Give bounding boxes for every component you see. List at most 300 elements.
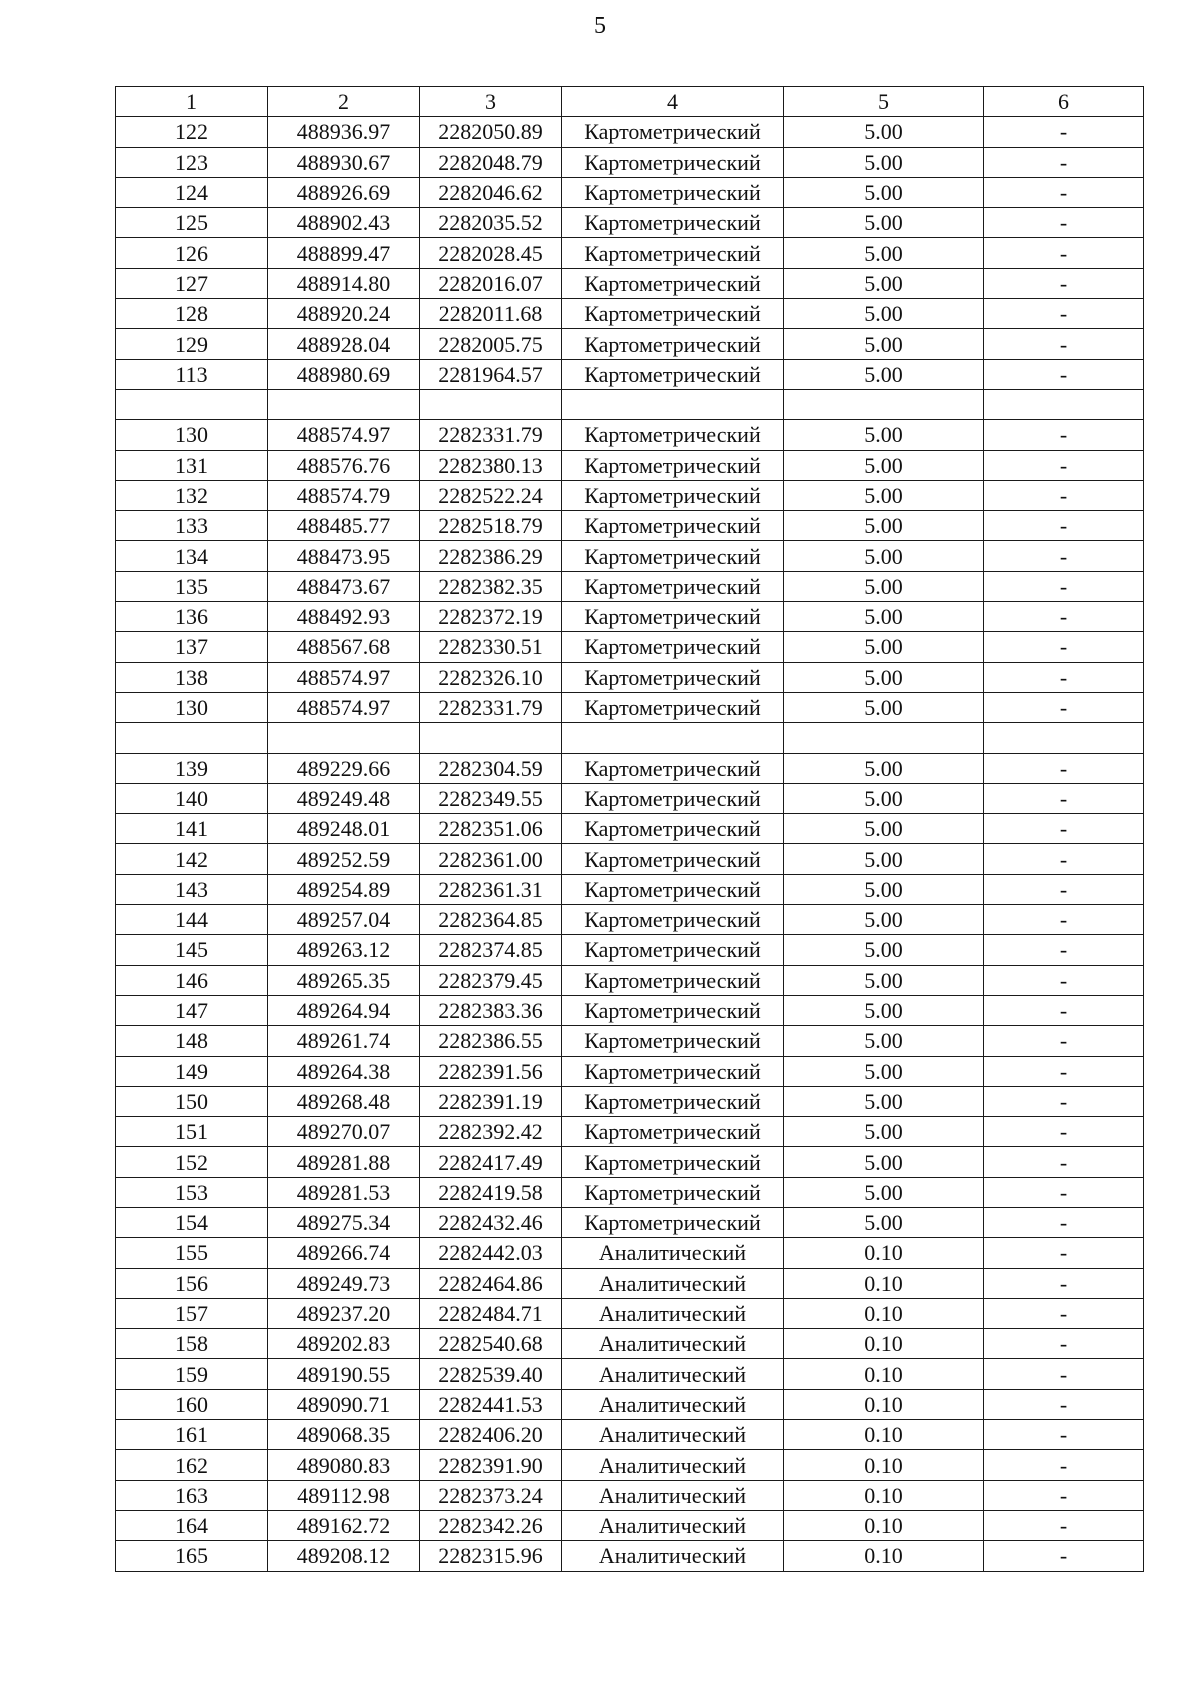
- point-number-cell: 141: [116, 814, 268, 844]
- y-coordinate-cell: 2282349.55: [420, 783, 562, 813]
- accuracy-cell: 0.10: [784, 1510, 984, 1540]
- y-coordinate-cell: 2282016.07: [420, 268, 562, 298]
- accuracy-cell: 5.00: [784, 268, 984, 298]
- accuracy-cell: 5.00: [784, 208, 984, 238]
- point-number-cell: 130: [116, 692, 268, 722]
- y-coordinate-cell: [420, 723, 562, 753]
- y-coordinate-cell: 2282361.00: [420, 844, 562, 874]
- accuracy-cell: 5.00: [784, 147, 984, 177]
- x-coordinate-cell: 489237.20: [268, 1298, 420, 1328]
- table-row: [116, 1086, 1144, 1116]
- note-cell: -: [984, 359, 1144, 389]
- method-cell: Аналитический: [562, 1268, 784, 1298]
- x-coordinate-cell: 488485.77: [268, 511, 420, 541]
- note-cell: -: [984, 753, 1144, 783]
- note-cell: -: [984, 935, 1144, 965]
- table-row: [116, 389, 1144, 419]
- point-number-cell: [116, 723, 268, 753]
- method-cell: Картометрический: [562, 511, 784, 541]
- accuracy-cell: 0.10: [784, 1420, 984, 1450]
- table-row: [116, 511, 1144, 541]
- accuracy-cell: 5.00: [784, 359, 984, 389]
- point-number-cell: 143: [116, 874, 268, 904]
- table-row: [116, 147, 1144, 177]
- y-coordinate-cell: 2282372.19: [420, 602, 562, 632]
- table-row: [116, 1207, 1144, 1237]
- note-cell: -: [984, 1177, 1144, 1207]
- y-coordinate-cell: 2282048.79: [420, 147, 562, 177]
- y-coordinate-cell: 2282304.59: [420, 753, 562, 783]
- x-coordinate-cell: [268, 723, 420, 753]
- table-row: [116, 1268, 1144, 1298]
- x-coordinate-cell: 488936.97: [268, 117, 420, 147]
- accuracy-cell: 5.00: [784, 1177, 984, 1207]
- method-cell: Картометрический: [562, 1056, 784, 1086]
- x-coordinate-cell: 489261.74: [268, 1026, 420, 1056]
- y-coordinate-cell: 2282011.68: [420, 299, 562, 329]
- point-number-cell: 149: [116, 1056, 268, 1086]
- point-number-cell: 156: [116, 1268, 268, 1298]
- x-coordinate-cell: 489252.59: [268, 844, 420, 874]
- x-coordinate-cell: 488473.67: [268, 571, 420, 601]
- point-number-cell: 139: [116, 753, 268, 783]
- table-row: [116, 1056, 1144, 1086]
- y-coordinate-cell: 2282386.29: [420, 541, 562, 571]
- accuracy-cell: 5.00: [784, 480, 984, 510]
- point-number-cell: 134: [116, 541, 268, 571]
- x-coordinate-cell: 489268.48: [268, 1086, 420, 1116]
- point-number-cell: 124: [116, 177, 268, 207]
- point-number-cell: 165: [116, 1541, 268, 1571]
- table-row: [116, 1298, 1144, 1328]
- y-coordinate-cell: 2282442.03: [420, 1238, 562, 1268]
- table-row: [116, 1389, 1144, 1419]
- method-cell: Картометрический: [562, 602, 784, 632]
- note-cell: -: [984, 844, 1144, 874]
- table-header-row: [116, 87, 1144, 117]
- y-coordinate-cell: 2282364.85: [420, 905, 562, 935]
- table-row: [116, 208, 1144, 238]
- method-cell: Картометрический: [562, 1117, 784, 1147]
- accuracy-cell: 5.00: [784, 602, 984, 632]
- point-number-cell: 147: [116, 995, 268, 1025]
- method-cell: Аналитический: [562, 1510, 784, 1540]
- note-cell: -: [984, 1329, 1144, 1359]
- x-coordinate-cell: 489281.53: [268, 1177, 420, 1207]
- x-coordinate-cell: 488567.68: [268, 632, 420, 662]
- method-cell: Картометрический: [562, 783, 784, 813]
- table-row: [116, 662, 1144, 692]
- y-coordinate-cell: 2282046.62: [420, 177, 562, 207]
- y-coordinate-cell: 2282383.36: [420, 995, 562, 1025]
- point-number-cell: [116, 389, 268, 419]
- point-number-cell: 157: [116, 1298, 268, 1328]
- accuracy-cell: [784, 389, 984, 419]
- point-number-cell: 148: [116, 1026, 268, 1056]
- method-cell: Картометрический: [562, 1207, 784, 1237]
- method-cell: Картометрический: [562, 571, 784, 601]
- table-row: [116, 1541, 1144, 1571]
- accuracy-cell: 5.00: [784, 541, 984, 571]
- method-cell: Картометрический: [562, 329, 784, 359]
- x-coordinate-cell: 489190.55: [268, 1359, 420, 1389]
- point-number-cell: 125: [116, 208, 268, 238]
- point-number-cell: 137: [116, 632, 268, 662]
- point-number-cell: 158: [116, 1329, 268, 1359]
- point-number-cell: 122: [116, 117, 268, 147]
- y-coordinate-cell: 2282386.55: [420, 1026, 562, 1056]
- accuracy-cell: 5.00: [784, 844, 984, 874]
- accuracy-cell: 5.00: [784, 238, 984, 268]
- table-row: [116, 723, 1144, 753]
- point-number-cell: 132: [116, 480, 268, 510]
- point-number-cell: 129: [116, 329, 268, 359]
- x-coordinate-cell: 489112.98: [268, 1480, 420, 1510]
- note-cell: -: [984, 511, 1144, 541]
- note-cell: -: [984, 571, 1144, 601]
- x-coordinate-cell: 489266.74: [268, 1238, 420, 1268]
- accuracy-cell: 5.00: [784, 905, 984, 935]
- point-number-cell: 162: [116, 1450, 268, 1480]
- table-row: [116, 541, 1144, 571]
- note-cell: -: [984, 1359, 1144, 1389]
- table-row: [116, 1147, 1144, 1177]
- x-coordinate-cell: 489254.89: [268, 874, 420, 904]
- accuracy-cell: 0.10: [784, 1359, 984, 1389]
- y-coordinate-cell: 2282374.85: [420, 935, 562, 965]
- table-row: [116, 329, 1144, 359]
- x-coordinate-cell: 489202.83: [268, 1329, 420, 1359]
- table-row: [116, 783, 1144, 813]
- x-coordinate-cell: 488980.69: [268, 359, 420, 389]
- point-number-cell: 154: [116, 1207, 268, 1237]
- y-coordinate-cell: 2282331.79: [420, 692, 562, 722]
- table-row: [116, 1329, 1144, 1359]
- x-coordinate-cell: 489208.12: [268, 1541, 420, 1571]
- note-cell: -: [984, 420, 1144, 450]
- method-cell: Картометрический: [562, 147, 784, 177]
- y-coordinate-cell: 2282406.20: [420, 1420, 562, 1450]
- note-cell: -: [984, 874, 1144, 904]
- note-cell: -: [984, 965, 1144, 995]
- table-row: [116, 935, 1144, 965]
- note-cell: [984, 389, 1144, 419]
- note-cell: -: [984, 1086, 1144, 1116]
- method-cell: Картометрический: [562, 541, 784, 571]
- note-cell: -: [984, 783, 1144, 813]
- note-cell: -: [984, 602, 1144, 632]
- accuracy-cell: 5.00: [784, 1207, 984, 1237]
- point-number-cell: 161: [116, 1420, 268, 1450]
- accuracy-cell: 5.00: [784, 571, 984, 601]
- x-coordinate-cell: 489248.01: [268, 814, 420, 844]
- method-cell: Аналитический: [562, 1420, 784, 1450]
- table-row: [116, 995, 1144, 1025]
- y-coordinate-cell: 2282351.06: [420, 814, 562, 844]
- method-cell: Картометрический: [562, 117, 784, 147]
- note-cell: -: [984, 1450, 1144, 1480]
- page-number: 5: [594, 13, 606, 39]
- accuracy-cell: 5.00: [784, 783, 984, 813]
- x-coordinate-cell: 488930.67: [268, 147, 420, 177]
- point-number-cell: 128: [116, 299, 268, 329]
- method-cell: Аналитический: [562, 1298, 784, 1328]
- note-cell: -: [984, 147, 1144, 177]
- note-cell: [984, 723, 1144, 753]
- accuracy-cell: 5.00: [784, 874, 984, 904]
- accuracy-cell: 0.10: [784, 1238, 984, 1268]
- method-cell: Картометрический: [562, 450, 784, 480]
- accuracy-cell: 5.00: [784, 692, 984, 722]
- y-coordinate-cell: 2282379.45: [420, 965, 562, 995]
- x-coordinate-cell: 489162.72: [268, 1510, 420, 1540]
- table-row: [116, 753, 1144, 783]
- accuracy-cell: 5.00: [784, 935, 984, 965]
- accuracy-cell: 5.00: [784, 814, 984, 844]
- column-header: 5: [784, 87, 984, 117]
- point-number-cell: 113: [116, 359, 268, 389]
- point-number-cell: 145: [116, 935, 268, 965]
- note-cell: -: [984, 662, 1144, 692]
- y-coordinate-cell: 2282539.40: [420, 1359, 562, 1389]
- x-coordinate-cell: 489080.83: [268, 1450, 420, 1480]
- x-coordinate-cell: 489263.12: [268, 935, 420, 965]
- x-coordinate-cell: [268, 389, 420, 419]
- y-coordinate-cell: [420, 389, 562, 419]
- table-row: [116, 1177, 1144, 1207]
- accuracy-cell: 5.00: [784, 117, 984, 147]
- table-row: [116, 571, 1144, 601]
- method-cell: [562, 723, 784, 753]
- accuracy-cell: [784, 723, 984, 753]
- method-cell: Аналитический: [562, 1480, 784, 1510]
- method-cell: Картометрический: [562, 299, 784, 329]
- table-row: [116, 905, 1144, 935]
- accuracy-cell: 0.10: [784, 1298, 984, 1328]
- y-coordinate-cell: 2282391.19: [420, 1086, 562, 1116]
- note-cell: -: [984, 692, 1144, 722]
- point-number-cell: 138: [116, 662, 268, 692]
- x-coordinate-cell: 488492.93: [268, 602, 420, 632]
- table-row: [116, 450, 1144, 480]
- x-coordinate-cell: 489229.66: [268, 753, 420, 783]
- note-cell: -: [984, 814, 1144, 844]
- point-number-cell: 163: [116, 1480, 268, 1510]
- y-coordinate-cell: 2282391.56: [420, 1056, 562, 1086]
- y-coordinate-cell: 2282484.71: [420, 1298, 562, 1328]
- note-cell: -: [984, 450, 1144, 480]
- y-coordinate-cell: 2282417.49: [420, 1147, 562, 1177]
- accuracy-cell: 5.00: [784, 1056, 984, 1086]
- table-row: [116, 117, 1144, 147]
- point-number-cell: 131: [116, 450, 268, 480]
- table-row: [116, 632, 1144, 662]
- y-coordinate-cell: 2282331.79: [420, 420, 562, 450]
- note-cell: -: [984, 238, 1144, 268]
- y-coordinate-cell: 2282432.46: [420, 1207, 562, 1237]
- x-coordinate-cell: 488920.24: [268, 299, 420, 329]
- note-cell: -: [984, 1026, 1144, 1056]
- x-coordinate-cell: 489281.88: [268, 1147, 420, 1177]
- accuracy-cell: 5.00: [784, 450, 984, 480]
- point-number-cell: 159: [116, 1359, 268, 1389]
- point-number-cell: 146: [116, 965, 268, 995]
- y-coordinate-cell: 2282518.79: [420, 511, 562, 541]
- point-number-cell: 160: [116, 1389, 268, 1419]
- method-cell: Картометрический: [562, 692, 784, 722]
- method-cell: Картометрический: [562, 753, 784, 783]
- accuracy-cell: 0.10: [784, 1480, 984, 1510]
- accuracy-cell: 0.10: [784, 1329, 984, 1359]
- point-number-cell: 152: [116, 1147, 268, 1177]
- point-number-cell: 155: [116, 1238, 268, 1268]
- method-cell: Аналитический: [562, 1329, 784, 1359]
- method-cell: Картометрический: [562, 420, 784, 450]
- table-row: [116, 965, 1144, 995]
- y-coordinate-cell: 2282380.13: [420, 450, 562, 480]
- point-number-cell: 151: [116, 1117, 268, 1147]
- table-row: [116, 874, 1144, 904]
- method-cell: Картометрический: [562, 632, 784, 662]
- table-row: [116, 602, 1144, 632]
- method-cell: Картометрический: [562, 1147, 784, 1177]
- note-cell: -: [984, 1480, 1144, 1510]
- accuracy-cell: 5.00: [784, 632, 984, 662]
- accuracy-cell: 5.00: [784, 511, 984, 541]
- method-cell: Картометрический: [562, 874, 784, 904]
- method-cell: Картометрический: [562, 662, 784, 692]
- y-coordinate-cell: 2282382.35: [420, 571, 562, 601]
- note-cell: -: [984, 1268, 1144, 1298]
- accuracy-cell: 5.00: [784, 662, 984, 692]
- y-coordinate-cell: 2282464.86: [420, 1268, 562, 1298]
- x-coordinate-cell: 488914.80: [268, 268, 420, 298]
- table-row: [116, 238, 1144, 268]
- y-coordinate-cell: 2282050.89: [420, 117, 562, 147]
- note-cell: -: [984, 299, 1144, 329]
- accuracy-cell: 5.00: [784, 1026, 984, 1056]
- table-row: [116, 1238, 1144, 1268]
- x-coordinate-cell: 489257.04: [268, 905, 420, 935]
- table-row: [116, 1510, 1144, 1540]
- note-cell: -: [984, 329, 1144, 359]
- point-number-cell: 135: [116, 571, 268, 601]
- y-coordinate-cell: 2282522.24: [420, 480, 562, 510]
- method-cell: Картометрический: [562, 1177, 784, 1207]
- method-cell: Картометрический: [562, 905, 784, 935]
- method-cell: Картометрический: [562, 995, 784, 1025]
- method-cell: Картометрический: [562, 965, 784, 995]
- point-number-cell: 130: [116, 420, 268, 450]
- y-coordinate-cell: 2282342.26: [420, 1510, 562, 1540]
- x-coordinate-cell: 489264.94: [268, 995, 420, 1025]
- point-number-cell: 140: [116, 783, 268, 813]
- note-cell: -: [984, 1238, 1144, 1268]
- y-coordinate-cell: 2282315.96: [420, 1541, 562, 1571]
- x-coordinate-cell: 489264.38: [268, 1056, 420, 1086]
- table-row: [116, 692, 1144, 722]
- point-number-cell: 164: [116, 1510, 268, 1540]
- x-coordinate-cell: 488902.43: [268, 208, 420, 238]
- accuracy-cell: 5.00: [784, 420, 984, 450]
- column-header: 3: [420, 87, 562, 117]
- accuracy-cell: 5.00: [784, 965, 984, 995]
- note-cell: -: [984, 1298, 1144, 1328]
- y-coordinate-cell: 2282441.53: [420, 1389, 562, 1419]
- method-cell: Картометрический: [562, 208, 784, 238]
- note-cell: -: [984, 905, 1144, 935]
- accuracy-cell: 5.00: [784, 177, 984, 207]
- note-cell: -: [984, 1117, 1144, 1147]
- note-cell: -: [984, 117, 1144, 147]
- method-cell: Аналитический: [562, 1450, 784, 1480]
- method-cell: Аналитический: [562, 1238, 784, 1268]
- table-row: [116, 420, 1144, 450]
- point-number-cell: 123: [116, 147, 268, 177]
- method-cell: Аналитический: [562, 1389, 784, 1419]
- x-coordinate-cell: 488576.76: [268, 450, 420, 480]
- note-cell: -: [984, 480, 1144, 510]
- point-number-cell: 144: [116, 905, 268, 935]
- method-cell: Аналитический: [562, 1541, 784, 1571]
- x-coordinate-cell: 488574.97: [268, 662, 420, 692]
- x-coordinate-cell: 489270.07: [268, 1117, 420, 1147]
- x-coordinate-cell: 489090.71: [268, 1389, 420, 1419]
- point-number-cell: 142: [116, 844, 268, 874]
- accuracy-cell: 5.00: [784, 995, 984, 1025]
- accuracy-cell: 0.10: [784, 1389, 984, 1419]
- y-coordinate-cell: 2282540.68: [420, 1329, 562, 1359]
- y-coordinate-cell: 2282392.42: [420, 1117, 562, 1147]
- table-row: [116, 1026, 1144, 1056]
- accuracy-cell: 0.10: [784, 1450, 984, 1480]
- accuracy-cell: 0.10: [784, 1541, 984, 1571]
- accuracy-cell: 0.10: [784, 1268, 984, 1298]
- method-cell: Картометрический: [562, 268, 784, 298]
- accuracy-cell: 5.00: [784, 1117, 984, 1147]
- table-row: [116, 1359, 1144, 1389]
- note-cell: -: [984, 268, 1144, 298]
- table-row: [116, 299, 1144, 329]
- table-row: [116, 1420, 1144, 1450]
- column-header: 2: [268, 87, 420, 117]
- table-row: [116, 1450, 1144, 1480]
- method-cell: Картометрический: [562, 177, 784, 207]
- accuracy-cell: 5.00: [784, 753, 984, 783]
- note-cell: -: [984, 995, 1144, 1025]
- y-coordinate-cell: 2282373.24: [420, 1480, 562, 1510]
- note-cell: -: [984, 632, 1144, 662]
- method-cell: Картометрический: [562, 844, 784, 874]
- x-coordinate-cell: 488574.79: [268, 480, 420, 510]
- x-coordinate-cell: 489265.35: [268, 965, 420, 995]
- x-coordinate-cell: 489249.48: [268, 783, 420, 813]
- x-coordinate-cell: 488473.95: [268, 541, 420, 571]
- method-cell: [562, 389, 784, 419]
- note-cell: -: [984, 1056, 1144, 1086]
- accuracy-cell: 5.00: [784, 1086, 984, 1116]
- note-cell: -: [984, 1510, 1144, 1540]
- table-body: [116, 117, 1144, 1571]
- x-coordinate-cell: 488899.47: [268, 238, 420, 268]
- method-cell: Картометрический: [562, 935, 784, 965]
- point-number-cell: 136: [116, 602, 268, 632]
- y-coordinate-cell: 2282005.75: [420, 329, 562, 359]
- method-cell: Картометрический: [562, 814, 784, 844]
- y-coordinate-cell: 2282419.58: [420, 1177, 562, 1207]
- method-cell: Картометрический: [562, 238, 784, 268]
- table-row: [116, 359, 1144, 389]
